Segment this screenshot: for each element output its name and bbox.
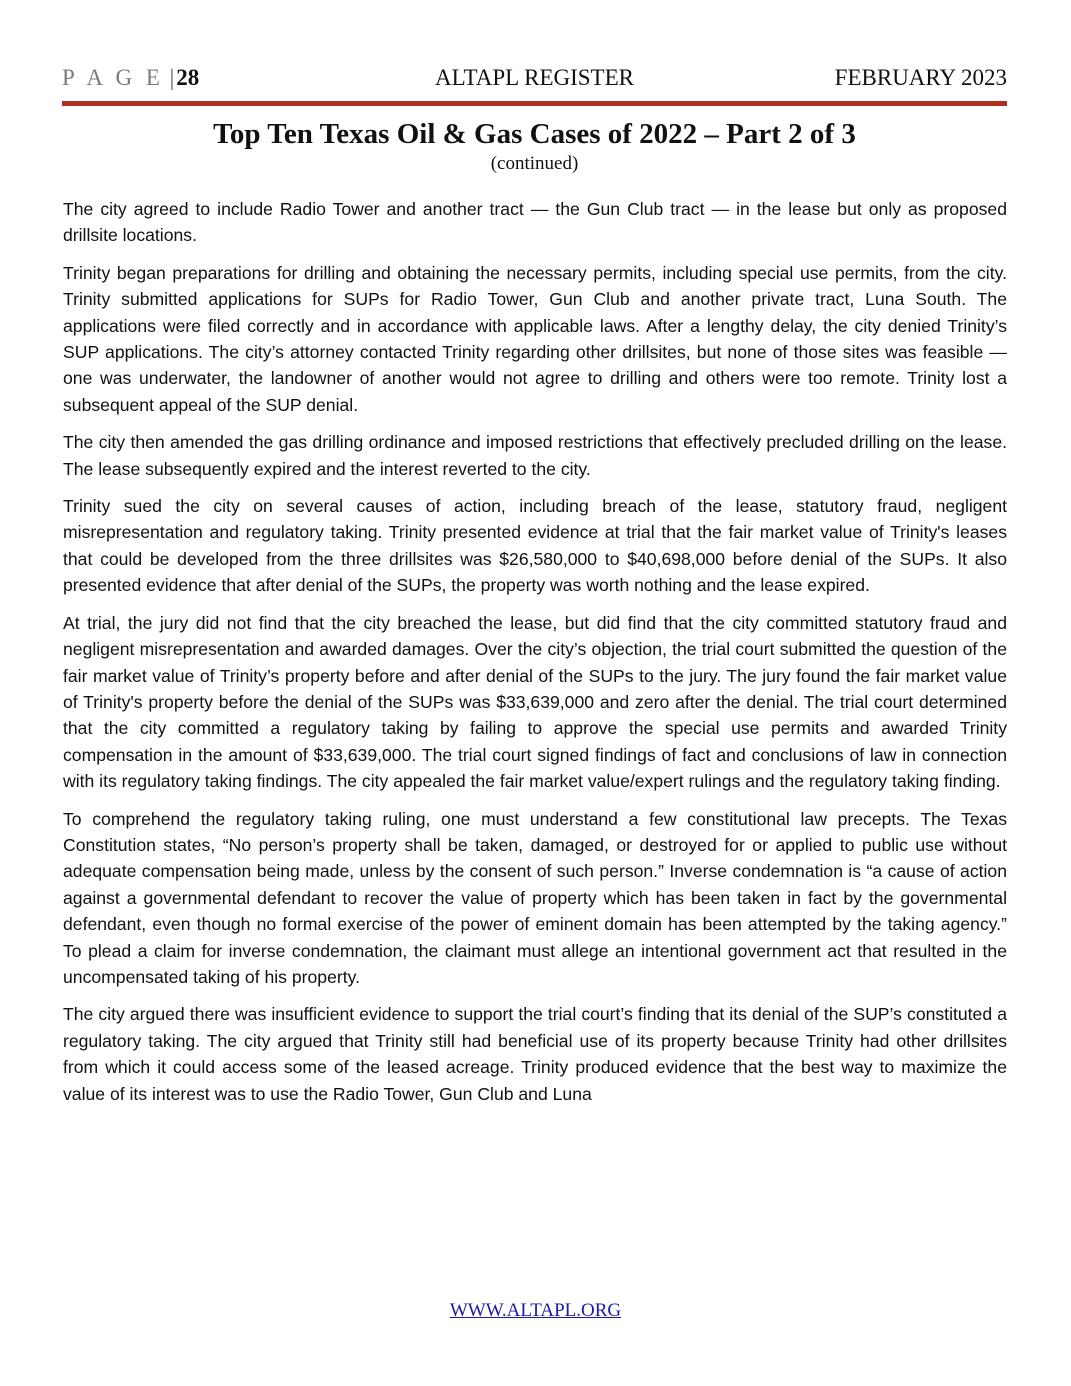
issue-date: FEBRUARY 2023: [834, 65, 1007, 90]
page-label: P A G E: [62, 65, 164, 90]
paragraph: At trial, the jury did not find that the city breached the lease, but did find that the city committed statutory fraud and negligent misrepresentation and awarded damages. Over the city’s objection, the trial court submitted the question of the fair market value of Trinity’s property before and after denial of the SUPs to the jury. The jury found the fair market value of Trinity's property before the denial of the SUPs was $33,639,000 and zero after the denial. The trial court determined that the city committed a regulatory taking by failing to approve the special use permits and awarded Trinity compensation in the amount of $33,639,000. The trial court signed findings of fact and conclusions of law in connection with its regulatory taking findings. The city appealed the fair market value/expert rulings and the regulatory taking finding.: [63, 612, 1007, 792]
page-footer: [0, 1300, 1071, 1322]
paragraph: The city agreed to include Radio Tower and another tract — the Gun Club tract — in the lease but only as proposed drillsite locations.: [63, 199, 1007, 246]
paragraph: Trinity began preparations for drilling and obtaining the necessary permits, including special use permits, from the city. Trinity submitted applications for SUPs for Radio Tower, Gun Club and another private tract, Luna South. The applications were filed correctly and in accordance with applicable laws. After a lengthy delay, the city denied Trinity’s SUP applications. The city’s attorney contacted Trinity regarding other drillsites, but none of those sites was feasible — one was underwater, the landowner of another would not agree to drilling and others were too remote. Trinity lost a subsequent appeal of the SUP denial.: [63, 262, 1007, 415]
website-link[interactable]: WWW.ALTAPL.ORG: [449, 1300, 622, 1321]
article-subtitle: (continued): [490, 153, 579, 174]
publication-name: ALTAPL REGISTER: [435, 65, 634, 90]
article-title: Top Ten Texas Oil & Gas Cases of 2022 – Part 2 of 3: [213, 118, 856, 150]
page-header: [62, 62, 1007, 94]
article-body: [63, 196, 1007, 1118]
paragraph: The city then amended the gas drilling ordinance and imposed restrictions that effectively precluded drilling on the lease. The lease subsequently expired and the interest reverted to the city.: [63, 432, 1007, 479]
header-rule: [62, 101, 1007, 106]
page-number: 28: [176, 65, 200, 90]
paragraph: The city argued there was insufficient evidence to support the trial court’s finding that its denial of the SUP’s constituted a regulatory taking. The city argued that Trinity still had beneficial use of its property because Trinity had other drillsites from which it could access some of the leased acreage. Trinity produced evidence that the best way to maximize the value of its interest was to use the Radio Tower, Gun Club and Luna: [63, 1004, 1007, 1104]
paragraph: To comprehend the regulatory taking ruling, one must understand a few constitutional law precepts. The Texas Constitution states, “No person’s property shall be taken, damaged, or destroyed for or applied to public use without adequate compensation being made, unless by the consent of such person.” Inverse condemnation is “a cause of action against a governmental defendant to recover the value of property which has been taken in fact by the governmental defendant, even though no formal exercise of the power of eminent domain has been attempted by the taking agency.” To plead a claim for inverse condemnation, the claimant must allege an intentional government act that resulted in the uncompensated taking of his property.: [63, 808, 1007, 987]
page-separator: |: [169, 65, 175, 90]
paragraph: Trinity sued the city on several causes of action, including breach of the lease, statutory fraud, negligent misrepresentation and regulatory taking. Trinity presented evidence at trial that the fair market value of Trinity's leases that could be developed from the three drillsites was $26,580,000 to $40,698,000 before denial of the SUPs. It also presented evidence that after denial of the SUPs, the property was worth nothing and the lease expired.: [63, 496, 1007, 596]
